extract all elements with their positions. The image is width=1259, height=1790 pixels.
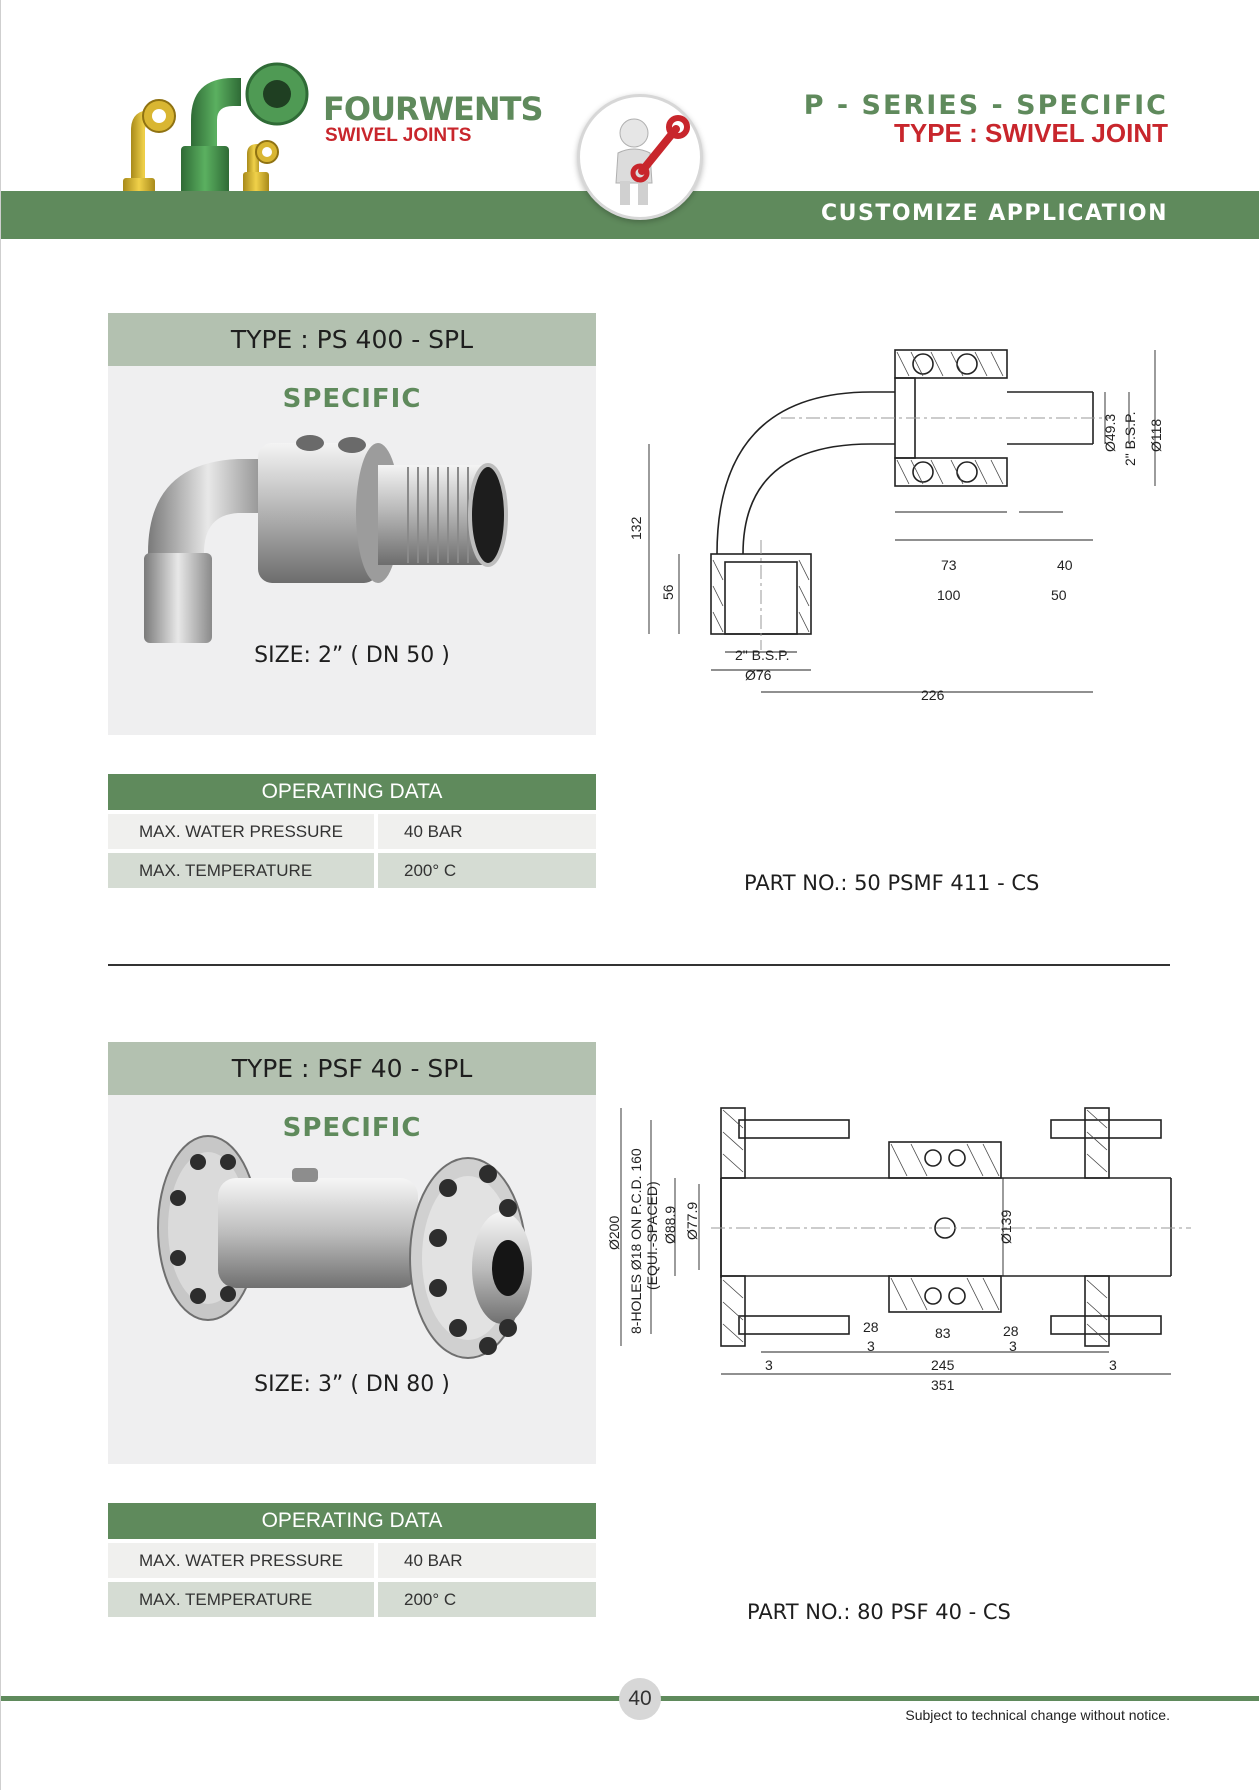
dim-d49: Ø49.3 (1102, 413, 1118, 452)
table-row (108, 853, 596, 888)
specific-label: SPECIFIC (282, 1113, 422, 1143)
operating-data-title: OPERATING DATA (108, 774, 596, 810)
product-size-label: SIZE: 3” ( DN 80 ) (254, 1372, 450, 1397)
dim-3-left-inner: 3 (867, 1338, 875, 1354)
row-label: MAX. TEMPERATURE (108, 1582, 374, 1617)
dim-d118: Ø118 (1148, 418, 1164, 452)
brand-name: FOURWENTS (323, 90, 543, 128)
footer-note: Subject to technical change without notice. (905, 1707, 1170, 1723)
dim-351: 351 (931, 1377, 955, 1393)
dim-equi-spaced: (EQUI.-SPACED) (644, 1181, 660, 1290)
table-row (108, 814, 596, 849)
row-label: MAX. WATER PRESSURE (108, 1543, 374, 1578)
dim-56: 56 (660, 584, 676, 600)
dim-28-left: 28 (863, 1319, 879, 1335)
product-type-label: TYPE : PSF 40 - SPL (108, 1042, 596, 1095)
dim-245: 245 (931, 1357, 955, 1373)
mascot-wrench-icon (577, 94, 703, 220)
dim-d139: Ø139 (998, 1209, 1014, 1244)
operating-data-table-ps400 (108, 774, 596, 888)
row-value: 40 BAR (378, 1543, 596, 1578)
psf40-technical-drawing (606, 1098, 1191, 1398)
product-size-label: SIZE: 2” ( DN 50 ) (254, 643, 450, 668)
row-value: 40 BAR (378, 814, 596, 849)
dim-bsp-outlet: 2" B.S.P. (1122, 411, 1138, 466)
dim-226: 226 (921, 687, 945, 703)
product-panel-psf40 (108, 1042, 596, 1464)
dim-100: 100 (937, 587, 961, 603)
dim-d76: Ø76 (745, 667, 772, 683)
dim-3-left-outer: 3 (765, 1357, 773, 1373)
ps400-technical-drawing (628, 340, 1191, 710)
ps400-product-image (108, 403, 596, 663)
dim-holes-pcd: 8-HOLES Ø18 ON P.C.D. 160 (628, 1148, 644, 1334)
row-label: MAX. TEMPERATURE (108, 853, 374, 888)
dim-d779: Ø77.9 (684, 1201, 700, 1240)
dim-28-right: 28 (1003, 1323, 1019, 1339)
dim-3-right-inner: 3 (1009, 1338, 1017, 1354)
table-row (108, 1582, 596, 1617)
series-type: TYPE : SWIVEL JOINT (893, 118, 1168, 148)
dim-40: 40 (1057, 557, 1073, 573)
specific-label: SPECIFIC (282, 384, 422, 414)
dim-132: 132 (628, 516, 644, 540)
part-number: PART NO.: 50 PSMF 411 - CS (744, 871, 1040, 895)
row-label: MAX. WATER PRESSURE (108, 814, 374, 849)
row-value: 200° C (378, 1582, 596, 1617)
dim-73: 73 (941, 557, 957, 573)
dim-50: 50 (1051, 587, 1067, 603)
page-number: 40 (619, 1678, 661, 1720)
brand-subtitle: SWIVEL JOINTS (325, 125, 472, 146)
table-row (108, 1543, 596, 1578)
product-type-label: TYPE : PS 400 - SPL (108, 313, 596, 366)
product-panel-ps400 (108, 313, 596, 735)
part-number: PART NO.: 80 PSF 40 - CS (747, 1600, 1011, 1624)
dim-d200: Ø200 (606, 1215, 622, 1250)
band-label: CUSTOMIZE APPLICATION (820, 201, 1168, 226)
dim-d889: Ø88.9 (662, 1205, 678, 1244)
operating-data-table-psf40 (108, 1503, 596, 1617)
row-value: 200° C (378, 853, 596, 888)
dim-3-right-outer: 3 (1109, 1357, 1117, 1373)
operating-data-title: OPERATING DATA (108, 1503, 596, 1539)
section-divider (108, 964, 1170, 966)
psf40-product-image (108, 1128, 596, 1388)
dim-bsp-inlet: 2" B.S.P. (735, 647, 790, 663)
dim-83: 83 (935, 1325, 951, 1341)
series-title: P - SERIES - SPECIFIC (803, 90, 1168, 121)
